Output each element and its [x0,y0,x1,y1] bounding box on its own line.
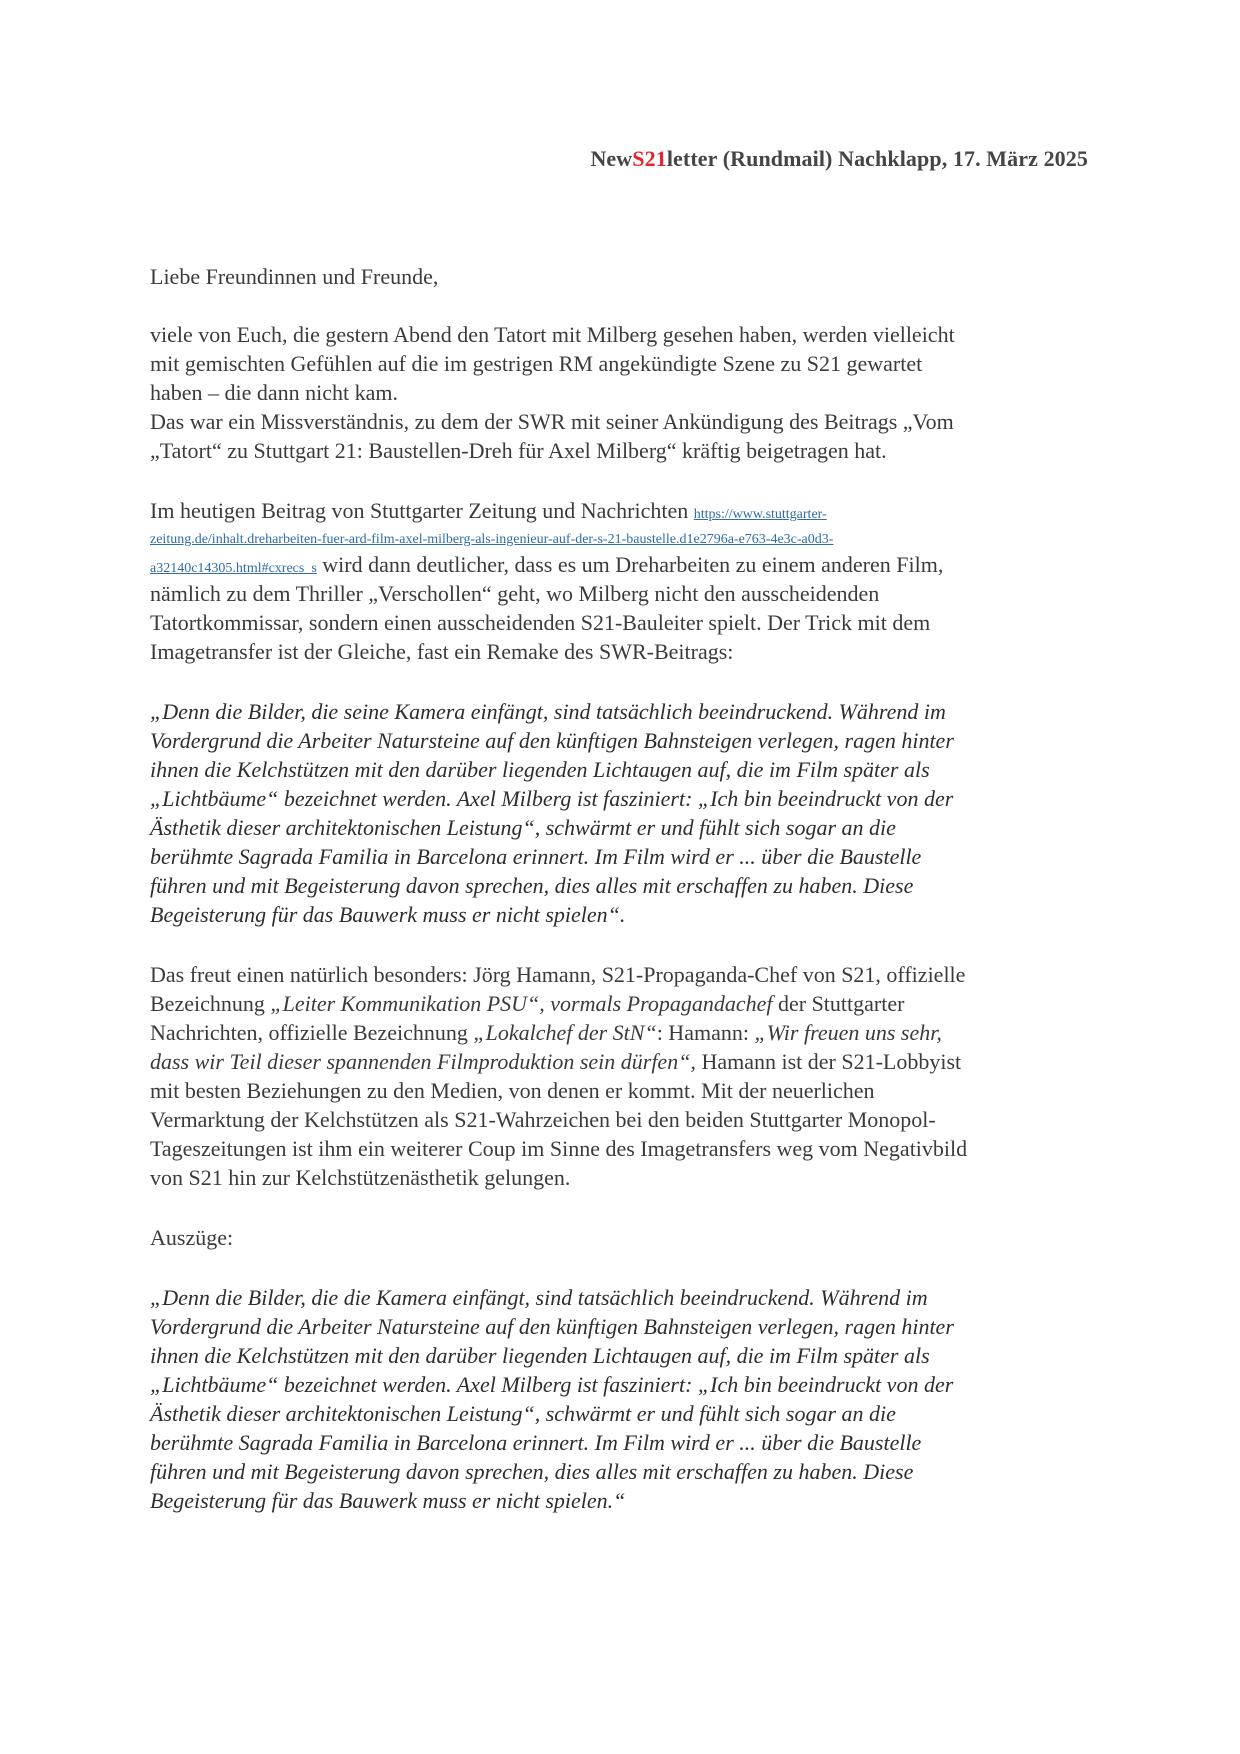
article-intro-text: Im heutigen Beitrag von Stuttgarter Zeitung und Nachrichten [150,498,694,523]
paragraph-intro [150,320,1090,465]
article-link-part-2[interactable]: zeitung.de/inhalt.dreharbeiten-fuer-ard-film-axel-milberg-als-ingenieur-auf-der-s-21-baustelle.d1e2796a-e763-4e3c-a0d3- [150,532,834,547]
quote-line: „Lichtbäume“ bezeichnet werden. Axel Milberg ist fasziniert: „Ich bin beeindruckt von der [150,786,954,811]
text-span: Bezeichnung [150,991,271,1016]
quote-line: Vordergrund die Arbeiter Natursteine auf den künftigen Bahnsteigen verlegen, ragen hinter [150,728,954,753]
emphasis-span: „Leiter Kommunikation PSU“, vormals Propagandachef [270,991,773,1016]
quote-block-2 [150,1283,1090,1515]
quote-block-1 [150,697,1090,929]
paragraph-line [150,989,1090,1018]
text-span: der Stuttgarter [772,991,905,1016]
paragraph-line: Das war ein Missverständnis, zu dem der SWR mit seiner Ankündigung des Beitrags „Vom [150,409,954,434]
paragraph-line: mit gemischten Gefühlen auf die im gestrigen RM angekündigte Szene zu S21 gewartet [150,351,923,376]
text-span: : Hamann: [656,1020,755,1045]
paragraph-line: haben – die dann nicht kam. [150,380,399,405]
excerpts-label: Auszüge: [150,1225,234,1250]
paragraph-line [150,496,1090,525]
quote-line: „Lichtbäume“ bezeichnet werden. Axel Milberg ist fasziniert: „Ich bin beeindruckt von der [150,1372,954,1397]
paragraph-line: Das freut einen natürlich besonders: Jörg Hamann, S21-Propaganda-Chef von S21, offizielle [150,962,966,987]
text-span: Nachrichten, offizielle Bezeichnung [150,1020,474,1045]
paragraph-article-reference [150,496,1090,666]
quote-line: ihnen die Kelchstützen mit den darüber liegenden Lichtaugen auf, die im Film später als [150,757,930,782]
paragraph-line [150,1047,1090,1076]
quote-line: berühmte Sagrada Familia in Barcelona erinnert. Im Film wird er ... über die Baustelle [150,844,922,869]
paragraph-line: viele von Euch, die gestern Abend den Tatort mit Milberg gesehen haben, werden vielleicht [150,322,955,347]
document-body [150,262,1090,1515]
after-link-text: wird dann deutlicher, dass es um Dreharbeiten zu einem anderen Film, [316,552,944,577]
paragraph-line: mit besten Beziehungen zu den Medien, von denen er kommt. Mit der neuerlichen [150,1078,875,1103]
paragraph-line [150,525,1090,550]
paragraph-line: Vermarktung der Kelchstützen als S21-Wahrzeichen bei den beiden Stuttgarter Monopol- [150,1107,936,1132]
quote-line: führen und mit Begeisterung davon sprechen, dies alles mit erschaffen zu haben. Diese [150,873,914,898]
greeting: Liebe Freundinnen und Freunde, [150,264,439,289]
quote-line: „Denn die Bilder, die seine Kamera einfängt, sind tatsächlich beeindruckend. Während im [150,699,946,724]
title-suffix: letter (Rundmail) Nachklapp, 17. März 2025 [666,146,1088,171]
quote-line: berühmte Sagrada Familia in Barcelona erinnert. Im Film wird er ... über die Baustelle [150,1430,922,1455]
article-link-part-3[interactable]: a32140c14305.html#cxrecs_s [150,561,317,576]
paragraph-line: Tatortkommissar, sondern einen ausscheidenden S21-Bauleiter spielt. Der Trick mit dem [150,610,931,635]
title-prefix: New [590,146,633,171]
paragraph-line: „Tatort“ zu Stuttgart 21: Baustellen-Dreh für Axel Milberg“ kräftig beigetragen hat. [150,438,887,463]
quote-line: Begeisterung für das Bauwerk muss er nicht spielen“. [150,902,626,927]
emphasis-span: dass wir Teil dieser spannenden Filmproduktion sein dürfen“, [150,1049,696,1074]
newsletter-title [590,146,1088,172]
quote-line: Begeisterung für das Bauwerk muss er nicht spielen.“ [150,1488,626,1513]
quote-line: Ästhetik dieser architektonischen Leistung“, schwärmt er und fühlt sich sogar an die [150,815,896,840]
quote-line: ihnen die Kelchstützen mit den darüber liegenden Lichtaugen auf, die im Film später als [150,1343,930,1368]
paragraph-commentary [150,960,1090,1192]
paragraph-line [150,1018,1090,1047]
quote-line: Vordergrund die Arbeiter Natursteine auf den künftigen Bahnsteigen verlegen, ragen hinter [150,1314,954,1339]
paragraph-line: nämlich zu dem Thriller „Verschollen“ geht, wo Milberg nicht den ausscheidenden [150,581,880,606]
paragraph-line: von S21 hin zur Kelchstützenästhetik gelungen. [150,1165,571,1190]
emphasis-span: „Lokalchef der StN“ [473,1020,657,1045]
quote-line: Ästhetik dieser architektonischen Leistung“, schwärmt er und fühlt sich sogar an die [150,1401,896,1426]
paragraph-line [150,550,1090,579]
quote-line: „Denn die Bilder, die die Kamera einfängt, sind tatsächlich beeindruckend. Während im [150,1285,928,1310]
title-accent-s21: S21 [632,146,667,171]
article-link-part-1[interactable]: https://www.stuttgarter- [693,507,827,522]
text-span: Hamann ist der S21-Lobbyist [695,1049,962,1074]
paragraph-line: Tageszeitungen ist ihm ein weiterer Coup im Sinne des Imagetransfers weg vom Negativbild [150,1136,968,1161]
quote-line: führen und mit Begeisterung davon sprechen, dies alles mit erschaffen zu haben. Diese [150,1459,914,1484]
paragraph-line: Imagetransfer ist der Gleiche, fast ein Remake des SWR-Beitrags: [150,639,734,664]
emphasis-span: „Wir freuen uns sehr, [754,1020,942,1045]
